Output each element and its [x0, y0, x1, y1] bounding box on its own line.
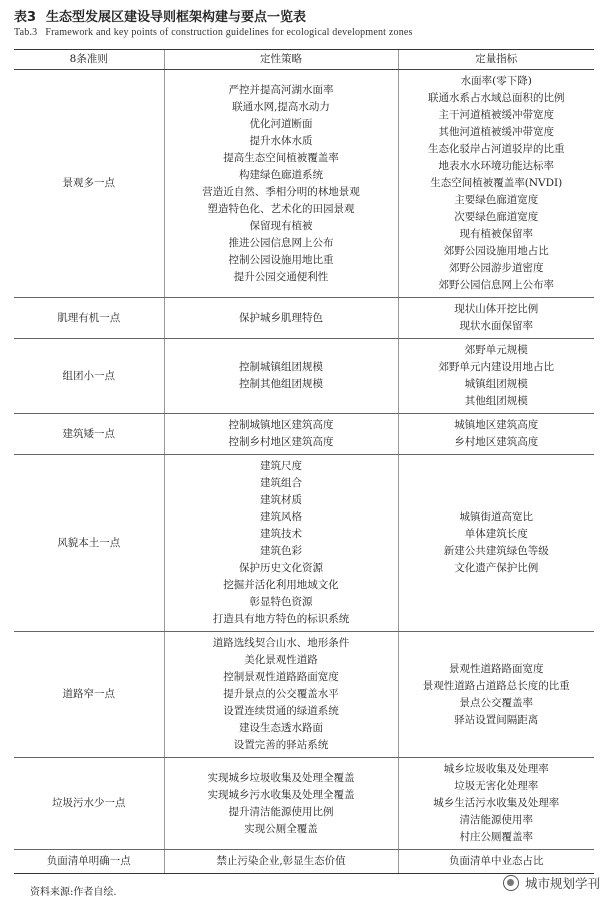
column-header-qualitative: 定性策略 [164, 50, 398, 70]
qualitative-item: 提升景点的公交覆盖水平 [223, 688, 339, 700]
qualitative-item: 道路选线契合山水、地形条件 [212, 637, 350, 649]
quantitative-item: 现状水面保留率 [459, 320, 533, 332]
quantitative-item: 郊野单元规模 [464, 344, 528, 356]
qualitative-item: 实现城乡污水收集及处理全覆盖 [207, 788, 355, 801]
quantitative-item: 主干河道植被缓冲带宽度 [438, 109, 554, 121]
qualitative-item: 打造具有地方特色的标识系统 [212, 613, 350, 625]
qualitative-cell [164, 298, 398, 339]
watermark [503, 874, 600, 892]
qualitative-item: 塑造特色化、艺术化的田园景观 [207, 202, 355, 215]
quantitative-item: 城乡生活污水收集及处理率 [433, 797, 560, 809]
guidelines-table [14, 49, 594, 874]
qualitative-item: 建设生态透水路面 [239, 722, 323, 734]
qualitative-item: 禁止污染企业,彰显生态价值 [216, 855, 346, 867]
quantitative-cell [398, 850, 594, 874]
qualitative-cell [164, 339, 398, 414]
qualitative-item: 保护历史文化资源 [239, 562, 323, 574]
table-row [14, 455, 594, 632]
quantitative-item: 次要绿色廊道宽度 [454, 211, 539, 223]
watermark-text: 城市规划学刊 [524, 876, 600, 891]
rule-cell: 风貌本土一点 [14, 455, 164, 632]
qualitative-item: 美化景观性道路 [244, 654, 318, 666]
qualitative-item: 建筑材质 [260, 494, 302, 506]
table-row [14, 70, 594, 298]
quantitative-item: 新建公共建筑绿色等级 [443, 545, 549, 557]
quantitative-item: 其他河道植被缓冲带宽度 [438, 126, 554, 138]
quantitative-cell [398, 414, 594, 455]
quantitative-cell [398, 298, 594, 339]
qualitative-cell [164, 632, 398, 758]
table-title-cn-text: 生态型发展区建设导则框架构建与要点一览表 [46, 10, 307, 25]
quantitative-item: 主要绿色廊道宽度 [454, 194, 539, 206]
qualitative-item: 实现公厕全覆盖 [244, 822, 318, 835]
qualitative-cell [164, 850, 398, 874]
quantitative-item: 水面率(零下降) [460, 75, 532, 87]
qualitative-item: 建筑技术 [260, 528, 302, 540]
rule-cell: 道路窄一点 [14, 632, 164, 758]
quantitative-cell [398, 632, 594, 758]
qualitative-item: 联通水网,提高水动力 [232, 100, 330, 113]
quantitative-item: 城镇组团规模 [464, 378, 528, 390]
quantitative-item: 城镇街道高宽比 [459, 511, 533, 523]
rule-cell: 组团小一点 [14, 339, 164, 414]
quantitative-item: 景观性道路路面宽度 [449, 662, 544, 675]
quantitative-cell [398, 455, 594, 632]
quantitative-item: 景点公交覆盖率 [459, 696, 533, 709]
qualitative-item: 推进公园信息网上公布 [228, 236, 334, 249]
quantitative-item: 驿站设置间隔距离 [454, 713, 539, 726]
quantitative-item: 垃圾无害化处理率 [454, 780, 539, 792]
quantitative-item: 清洁能源使用率 [459, 814, 533, 826]
rule-cell: 肌理有机一点 [14, 298, 164, 339]
quantitative-item: 郊野公园信息网上公布率 [438, 279, 554, 291]
quantitative-item: 郊野公园设施用地占比 [443, 245, 549, 257]
quantitative-item: 联通水系占水域总面积的比例 [428, 92, 565, 104]
quantitative-item: 文化遗产保护比例 [454, 562, 539, 574]
rule-cell: 垃圾污水少一点 [14, 758, 164, 850]
table-title-en [14, 27, 421, 38]
table-row [14, 339, 594, 414]
qualitative-item: 营造近自然、季相分明的林地景观 [202, 185, 360, 198]
quantitative-item: 郊野公园游步道密度 [449, 262, 544, 274]
qualitative-item: 建筑色彩 [260, 545, 302, 557]
qualitative-item: 严控并提高河湖水面率 [228, 83, 334, 96]
qualitative-item: 挖掘并活化利用地域文化 [223, 579, 339, 591]
quantitative-item: 生态化驳岸占河道驳岸的比重 [428, 143, 565, 155]
quantitative-item: 村庄公厕覆盖率 [459, 831, 533, 843]
qualitative-item: 实现城乡垃圾收集及处理全覆盖 [207, 771, 355, 784]
quantitative-item: 地表水水环境功能达标率 [438, 160, 554, 172]
qualitative-item: 优化河道断面 [249, 117, 313, 130]
qualitative-item: 提升水体水质 [249, 134, 313, 147]
qualitative-item: 提高生态空间植被覆盖率 [223, 151, 339, 164]
rule-cell: 景观多一点 [14, 70, 164, 298]
qualitative-item: 控制公园设施用地比重 [228, 253, 334, 266]
table-body [14, 70, 594, 874]
qualitative-item: 建筑风格 [260, 511, 302, 523]
qualitative-item: 保留现有植被 [249, 219, 313, 232]
quantitative-item: 城乡垃圾收集及处理率 [443, 763, 549, 775]
quantitative-cell [398, 758, 594, 850]
quantitative-item: 现有植被保留率 [459, 228, 533, 240]
qualitative-item: 彰显特色资源 [249, 596, 313, 608]
wechat-account-icon [503, 875, 519, 891]
quantitative-item: 郊野单元内建设用地占比 [438, 361, 554, 373]
qualitative-cell [164, 455, 398, 632]
table-row [14, 758, 594, 850]
quantitative-item: 现状山体开挖比例 [454, 303, 539, 315]
quantitative-item: 城镇地区建筑高度 [454, 419, 539, 431]
quantitative-cell [398, 339, 594, 414]
qualitative-item: 保护城乡肌理特色 [239, 311, 323, 324]
qualitative-cell [164, 414, 398, 455]
quantitative-item: 单体建筑长度 [464, 528, 528, 540]
qualitative-item: 建筑尺度 [260, 460, 302, 472]
quantitative-item: 生态空间植被覆盖率(NVDI) [430, 177, 563, 189]
column-header-rules: 8条准则 [14, 50, 164, 70]
source-note: 资料来源:作者自绘. [30, 887, 117, 898]
table-row [14, 414, 594, 455]
quantitative-item: 乡村地区建筑高度 [454, 436, 539, 448]
table-row [14, 632, 594, 758]
rule-cell: 建筑矮一点 [14, 414, 164, 455]
qualitative-item: 控制城镇组团规模 [239, 361, 323, 373]
column-header-quantitative: 定量指标 [398, 50, 594, 70]
quantitative-cell [398, 70, 594, 298]
qualitative-cell [164, 70, 398, 298]
quantitative-item: 负面清单中业态占比 [449, 855, 544, 867]
qualitative-item: 控制乡村地区建筑高度 [228, 436, 334, 448]
table-number-en: Tab.3 [14, 27, 38, 38]
qualitative-item: 设置完善的驿站系统 [233, 739, 329, 751]
qualitative-item: 构建绿色廊道系统 [239, 168, 323, 181]
table-title-en-text: Framework and key points of construction guidelines for ecological development zones [45, 27, 413, 38]
rule-cell: 负面清单明确一点 [14, 850, 164, 874]
qualitative-item: 控制其他组团规模 [239, 378, 323, 390]
qualitative-item: 控制景观性道路路面宽度 [223, 671, 339, 683]
table-header-row [14, 50, 594, 70]
table-row [14, 850, 594, 874]
quantitative-item: 景观性道路占道路总长度的比重 [422, 679, 570, 692]
table-title-cn [14, 6, 316, 25]
qualitative-item: 提升公园交通便利性 [233, 270, 329, 283]
qualitative-item: 设置连续贯通的绿道系统 [223, 705, 339, 717]
qualitative-item: 提升清洁能源使用比例 [228, 805, 334, 818]
qualitative-item: 建筑组合 [260, 477, 302, 489]
quantitative-item: 其他组团规模 [464, 395, 528, 407]
table-row [14, 298, 594, 339]
table-number-cn: 表3 [14, 10, 37, 25]
qualitative-cell [164, 758, 398, 850]
qualitative-item: 控制城镇地区建筑高度 [228, 419, 334, 431]
